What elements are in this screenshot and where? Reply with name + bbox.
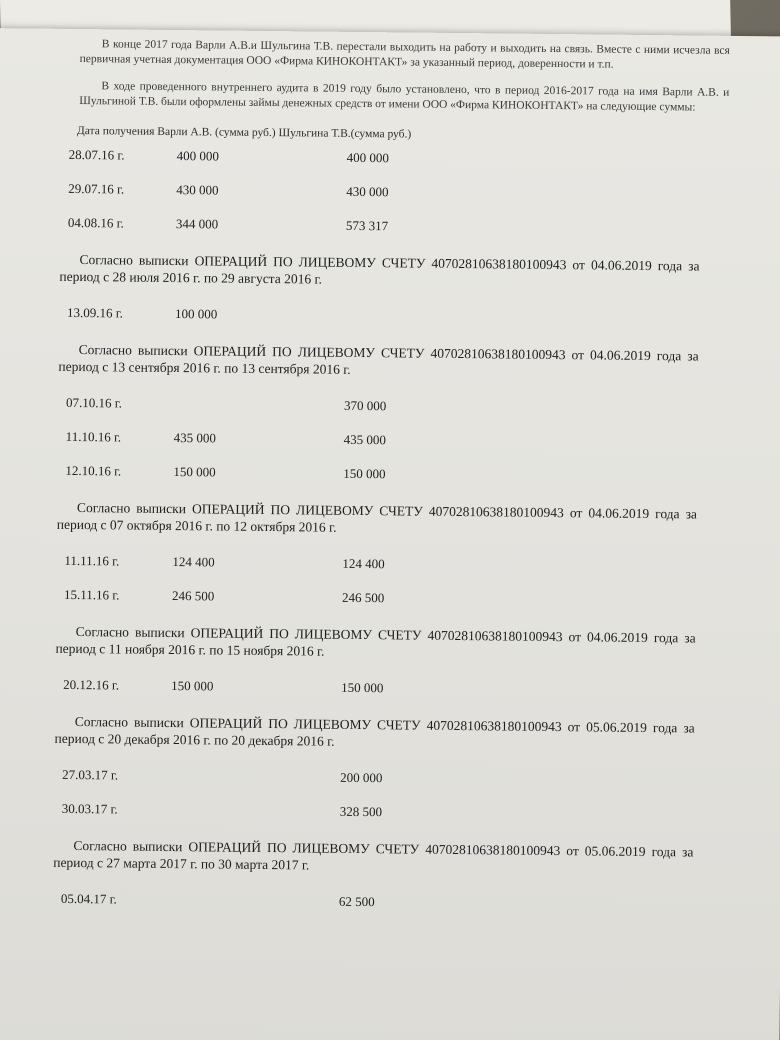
entry-shulgina-amount: 124 400 <box>342 555 385 572</box>
loan-entry-row <box>67 205 728 246</box>
entry-varli-amount: 124 400 <box>172 554 215 570</box>
entry-shulgina-amount: 200 000 <box>340 769 383 786</box>
entry-shulgina-amount: 62 500 <box>338 893 375 910</box>
account-statement-reference: Согласно выписки ОПЕРАЦИЙ ПО ЛИЦЕВОМУ СЧЕТУ 40702810638180100943 от 04.06.2019 года за период с 13 сентября 2016 г. по 13 сентября 2016 г. <box>58 342 699 377</box>
account-statement-reference: Согласно выписки ОПЕРАЦИЙ ПО ЛИЦЕВОМУ СЧЕТУ 40702810638180100943 от 04.06.2019 года за период с 28 июля 2016 г. по 29 августа 2016 г. <box>59 252 700 287</box>
entry-date: 11.11.16 г. <box>64 552 120 569</box>
entry-date: 07.10.16 г. <box>66 394 123 411</box>
loan-entry-row <box>65 453 725 494</box>
intro-paragraph: В конце 2017 года Варли А.В.и Шульгина Т.В. перестали выходить на работу и выходить на связь. Вместе с ними исчезла вся первичная учетная документация ООО «Фирма КИНОКОНТАКТ» за указанный период, доверенности и т.п. <box>79 38 730 71</box>
entry-varli-amount: 344 000 <box>175 216 219 232</box>
loan-entry-row <box>63 667 723 708</box>
entry-date: 13.09.16 г. <box>66 304 123 321</box>
entry-date: 30.03.17 г. <box>61 800 118 817</box>
account-statement-reference: Согласно выписки ОПЕРАЦИЙ ПО ЛИЦЕВОМУ СЧЕТУ 40702810638180100943 от 05.06.2019 года за период с 20 декабря 2016 г. по 20 декабря 2016 г. <box>54 714 695 749</box>
loan-entry-row <box>60 881 721 922</box>
entry-date: 29.07.16 г. <box>68 180 125 197</box>
loan-entry-row <box>63 577 724 618</box>
entry-date: 12.10.16 г. <box>65 462 122 479</box>
loan-sections <box>53 137 729 922</box>
account-statement-reference: Согласно выписки ОПЕРАЦИЙ ПО ЛИЦЕВОМУ СЧЕТУ 40702810638180100943 от 04.06.2019 года за период с 11 ноября 2016 г. по 15 ноября 2016 г. <box>55 624 696 659</box>
entry-varli-amount: 400 000 <box>176 148 220 164</box>
account-statement-reference: Согласно выписки ОПЕРАЦИЙ ПО ЛИЦЕВОМУ СЧЕТУ 40702810638180100943 от 04.06.2019 года за период с 07 октября 2016 г. по 12 октября 2016 г. <box>56 500 698 535</box>
entry-date: 20.12.16 г. <box>63 676 120 693</box>
entry-shulgina-amount: 328 500 <box>339 803 383 820</box>
entry-shulgina-amount: 573 317 <box>345 217 389 234</box>
entry-date: 11.10.16 г. <box>65 428 122 445</box>
account-statement-reference: Согласно выписки ОПЕРАЦИЙ ПО ЛИЦЕВОМУ СЧЕТУ 40702810638180100943 от 05.06.2019 года за период с 27 марта 2017 г. по 30 марта 2017 г. <box>53 838 694 873</box>
entry-date: 04.08.16 г. <box>67 214 124 231</box>
table-header: Дата получения Варли А.В. (сумма руб.) Шульгина Т.В.(сумма руб.) <box>76 125 412 141</box>
document-content <box>53 37 730 922</box>
entry-shulgina-amount: 150 000 <box>341 679 384 696</box>
entry-shulgina-amount: 430 000 <box>346 183 389 200</box>
loan-entry-row <box>66 295 727 336</box>
entry-varli-amount: 100 000 <box>174 306 218 322</box>
loan-entry-row <box>61 791 722 832</box>
entry-shulgina-amount: 435 000 <box>343 431 387 448</box>
document-page <box>0 28 780 1040</box>
entry-varli-amount: 150 000 <box>173 464 216 480</box>
intro-paragraph: В ходе проведенного внутреннего аудита в 2019 году было установлено, что в период 2016-2017 года на имя Варли А.В. и Шульгиной Т.В. были оформлены займы денежных средств от имени ООО «Фирма КИНОКОНТАКТ» на следующие суммы: <box>79 80 730 114</box>
entry-date: 27.03.17 г. <box>62 766 119 783</box>
entry-shulgina-amount: 370 000 <box>343 397 387 414</box>
entry-varli-amount: 430 000 <box>176 182 219 198</box>
entry-date: 05.04.17 г. <box>60 890 117 907</box>
entry-varli-amount: 246 500 <box>171 588 215 604</box>
entry-shulgina-amount: 246 500 <box>341 589 385 606</box>
entry-date: 15.11.16 г. <box>63 586 120 603</box>
entry-date: 28.07.16 г. <box>68 146 125 163</box>
entry-varli-amount: 150 000 <box>171 678 214 694</box>
entry-varli-amount: 435 000 <box>173 430 217 446</box>
entry-shulgina-amount: 150 000 <box>343 465 386 482</box>
entry-shulgina-amount: 400 000 <box>346 149 389 166</box>
